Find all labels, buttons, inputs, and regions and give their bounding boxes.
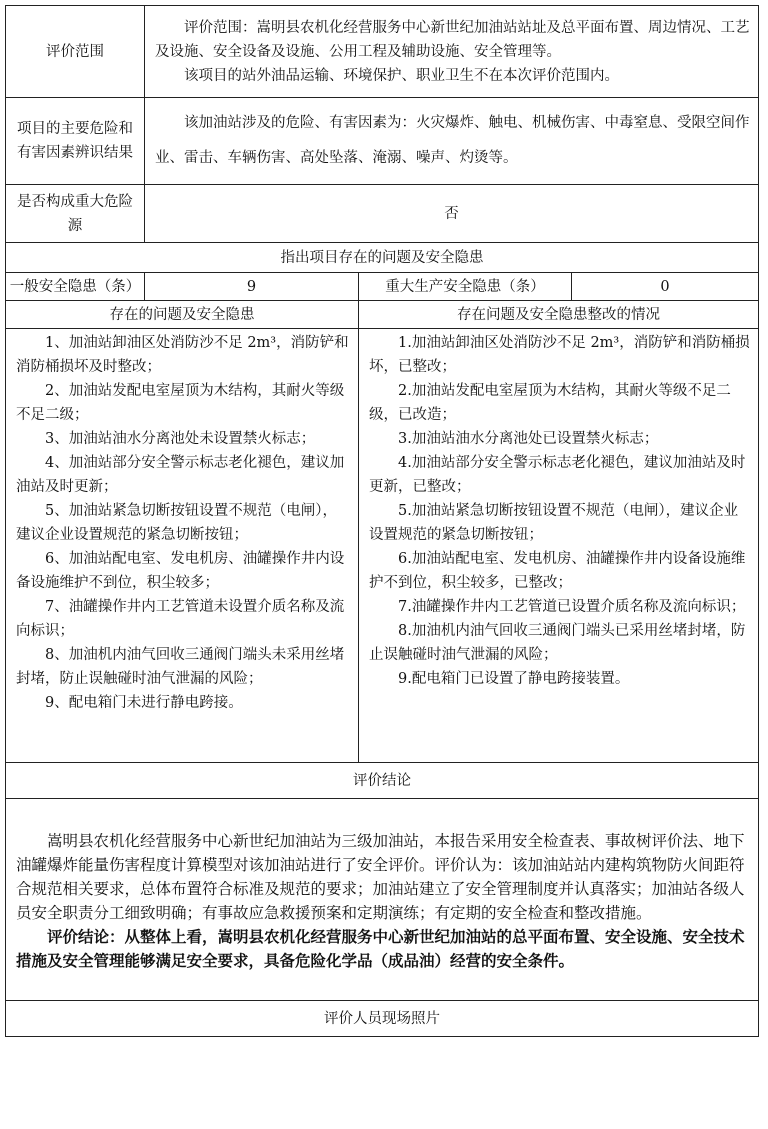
issues-header: 指出项目存在的问题及安全隐患 [6, 243, 759, 273]
issue-item: 1、加油站卸油区处消防沙不足 2m³，消防铲和消防桶损坏及时整改； [16, 335, 349, 375]
photos-row [6, 1001, 759, 1037]
rectification-item: 9.配电箱门已设置了静电跨接装置。 [398, 671, 630, 687]
evaluation-form [5, 5, 758, 1037]
issues-list [6, 329, 359, 763]
column-header-row [6, 301, 759, 329]
rectification-item: 1.加油站卸油区处消防沙不足 2m³，消防铲和消防桶损坏，已整改； [369, 335, 750, 375]
issue-item: 3、加油站油水分离池处未设置禁火标志； [45, 431, 316, 447]
hazards-text: 该加油站涉及的危险、有害因素为：火灾爆炸、触电、机械伤害、中毒窒息、受限空间作业、雷击、车辆伤害、高处坠落、淹溺、噪声、灼烫等。 [155, 115, 750, 166]
rectification-item: 4.加油站部分安全警示标志老化褪色，建议加油站及时更新，已整改； [369, 455, 746, 495]
rectification-item: 8.加油机内油气回收三通阀门端头已采用丝堵封堵，防止误触碰时油气泄漏的风险； [369, 623, 746, 663]
rectification-item: 6.加油站配电室、发电机房、油罐操作井内设备设施维护不到位，积尘较多，已整改； [369, 551, 746, 591]
scope-label: 评价范围 [6, 6, 145, 98]
issue-item: 7、油罐操作井内工艺管道未设置介质名称及流向标识； [16, 599, 345, 639]
general-hazard-label: 一般安全隐患（条） [6, 273, 145, 301]
rectification-item: 3.加油站油水分离池处已设置禁火标志； [398, 431, 659, 447]
rectification-item: 5.加油站紧急切断按钮设置不规范（电闸），建议企业设置规范的紧急切断按钮； [369, 503, 739, 543]
major-hazard-value: 否 [145, 185, 759, 243]
evaluation-table [5, 5, 759, 1037]
major-hazard-row [6, 185, 759, 243]
conclusion-content [6, 799, 759, 1001]
conclusion-header-row [6, 763, 759, 799]
rectification-item: 2.加油站发配电室屋顶为木结构，其耐火等级不足二级，已改造； [369, 383, 731, 423]
photos-label: 评价人员现场照片 [6, 1001, 759, 1037]
issues-header-row [6, 243, 759, 273]
hazards-row [6, 98, 759, 185]
rectification-column-header: 存在问题及安全隐患整改的情况 [359, 301, 759, 329]
issue-item: 2、加油站发配电室屋顶为木结构，其耐火等级不足二级； [16, 383, 345, 423]
rectification-list [359, 329, 759, 763]
issue-item: 5、加油站紧急切断按钮设置不规范（电闸），建议企业设置规范的紧急切断按钮； [16, 503, 337, 543]
hazards-label: 项目的主要危险和有害因素辨识结果 [6, 98, 145, 185]
scope-content [145, 6, 759, 98]
rectification-item: 7.油罐操作井内工艺管道已设置介质名称及流向标识； [398, 599, 746, 615]
conclusion-row [6, 799, 759, 1001]
issue-item: 4、加油站部分安全警示标志老化褪色，建议加油站及时更新； [16, 455, 345, 495]
conclusion-header: 评价结论 [6, 763, 759, 799]
general-hazard-count: 9 [145, 273, 359, 301]
issue-item: 8、加油机内油气回收三通阀门端头未采用丝堵封堵，防止误触碰时油气泄漏的风险； [16, 647, 345, 687]
conclusion-body: 嵩明县农机化经营服务中心新世纪加油站为三级加油站，本报告采用安全检查表、事故树评价法、地下油罐爆炸能量伤害程度计算模型对该加油站进行了安全评价。评价认为：该加油站站内建构筑物防火间距符合规范相关要求，总体布置符合标准及规范的要求；加油站建立了安全管理制度并认真落实；加油站各级人员安全职责分工细致明确；有事故应急救援预案和定期演练；有定期的安全检查和整改措施。 [16, 831, 745, 922]
scope-paragraph: 该项目的站外油品运输、环境保护、职业卫生不在本次评价范围内。 [184, 67, 619, 84]
issue-item: 9、配电箱门未进行静电跨接。 [45, 695, 243, 711]
scope-paragraph: 评价范围：嵩明县农机化经营服务中心新世纪加油站站址及总平面布置、周边情况、工艺及设施、安全设备及设施、公用工程及辅助设施、安全管理等。 [155, 19, 750, 60]
counts-row [6, 273, 759, 301]
issue-item: 6、加油站配电室、发电机房、油罐操作井内设备设施维护不到位，积尘较多； [16, 551, 345, 591]
issues-list-row [6, 329, 759, 763]
hazards-content [145, 98, 759, 185]
major-hazard-label: 是否构成重大危险源 [6, 185, 145, 243]
issues-column-header: 存在的问题及安全隐患 [6, 301, 359, 329]
major-hazard-count: 0 [572, 273, 759, 301]
major-hazard-count-label: 重大生产安全隐患（条） [359, 273, 572, 301]
conclusion-verdict: 评价结论：从整体上看，嵩明县农机化经营服务中心新世纪加油站的总平面布置、安全设施、安全技术措施及安全管理能够满足安全要求，具备危险化学品（成品油）经营的安全条件。 [16, 926, 745, 970]
scope-row [6, 6, 759, 98]
